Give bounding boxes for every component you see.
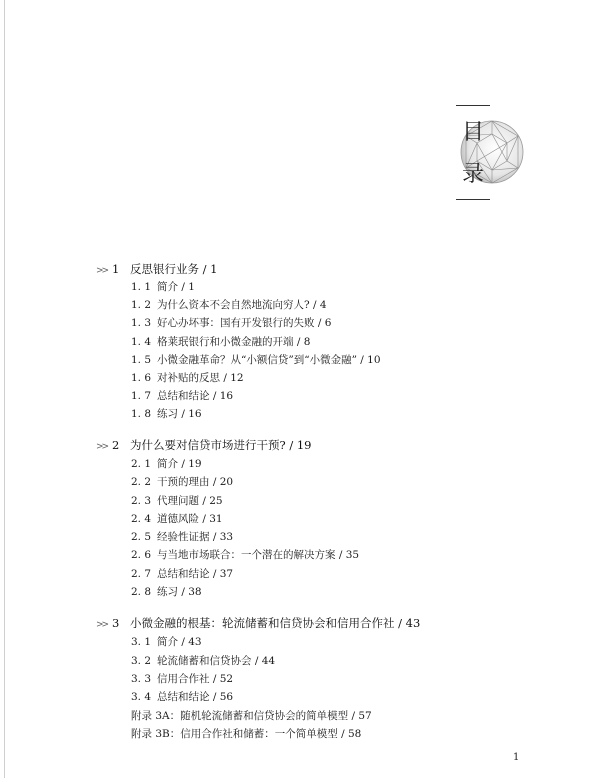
toc-chapter-3[interactable] (96, 616, 420, 632)
section-title: 好心办坏事：国有开发银行的失败 / 6 (157, 317, 332, 329)
toc-section[interactable] (131, 298, 327, 312)
section-number: 3. 4 (131, 691, 152, 703)
toc-title-char-2: 录 (461, 162, 484, 187)
toc-section[interactable] (131, 672, 233, 686)
title-bottom-rule (456, 199, 490, 200)
toc-section[interactable] (131, 690, 233, 704)
title-top-rule (456, 105, 490, 106)
chapter-number: 2 (112, 438, 120, 452)
toc-section[interactable] (131, 530, 233, 544)
section-number: 1. 3 (131, 317, 152, 329)
section-title: 练习 / 16 (157, 408, 202, 420)
section-number: 2. 6 (131, 549, 152, 561)
section-number: 3. 3 (131, 673, 152, 685)
chevron-double-right-icon: >> (96, 620, 108, 630)
section-title: 轮流储蓄和信贷协会 / 44 (157, 655, 276, 667)
toc-section[interactable] (131, 475, 233, 489)
toc-section[interactable] (131, 280, 195, 294)
section-title: 总结和结论 / 16 (157, 390, 234, 402)
section-title: 为什么资本不会自然地流向穷人? / 4 (157, 299, 327, 311)
section-number: 2. 8 (131, 586, 152, 598)
toc-section[interactable] (131, 371, 244, 385)
toc-section[interactable] (131, 389, 233, 403)
section-number: 2. 4 (131, 513, 152, 525)
page-edge-rule (4, 0, 5, 778)
toc-appendix[interactable]: 附录 3A：随机轮流储蓄和信贷协会的简单模型 / 57 (131, 710, 372, 722)
chapter-number: 3 (112, 616, 120, 630)
section-title: 道德风险 / 31 (157, 513, 223, 525)
section-title: 代理问题 / 25 (157, 495, 223, 507)
toc-section[interactable] (131, 335, 310, 349)
section-title: 简介 / 1 (157, 281, 195, 293)
chapter-title: 小微金融的根基：轮流储蓄和信贷协会和信用合作社 / 43 (130, 616, 421, 630)
section-title: 练习 / 38 (157, 586, 202, 598)
toc-section[interactable] (131, 512, 223, 526)
section-title: 小微金融革命？从“小额信贷”到“小微金融” / 10 (157, 354, 381, 366)
page-number: 1 (513, 752, 520, 763)
section-number: 2. 3 (131, 495, 152, 507)
section-title: 对补贴的反思 / 12 (157, 372, 244, 384)
section-title: 格莱珉银行和小微金融的开端 / 8 (157, 336, 311, 348)
toc-title-block (452, 100, 524, 204)
toc-section[interactable] (131, 316, 331, 330)
section-number: 2. 7 (131, 568, 152, 580)
toc-section[interactable] (131, 567, 233, 581)
section-number: 1. 6 (131, 372, 152, 384)
section-number: 1. 4 (131, 336, 152, 348)
section-number: 1. 2 (131, 299, 152, 311)
section-title: 干预的理由 / 20 (157, 476, 234, 488)
section-number: 1. 8 (131, 408, 152, 420)
section-title: 简介 / 19 (157, 458, 202, 470)
section-number: 3. 2 (131, 655, 152, 667)
toc-section[interactable] (131, 635, 202, 649)
toc-chapter-2[interactable] (96, 438, 311, 454)
chapter-title: 为什么要对信贷市场进行干预? / 19 (130, 438, 312, 452)
section-number: 2. 2 (131, 476, 152, 488)
section-number: 3. 1 (131, 636, 152, 648)
section-number: 1. 5 (131, 354, 152, 366)
toc-section[interactable] (131, 353, 381, 367)
section-number: 2. 5 (131, 531, 152, 543)
section-number: 1. 1 (131, 281, 152, 293)
toc-appendix[interactable]: 附录 3B：信用合作社和储蓄：一个简单模型 / 58 (131, 728, 362, 740)
section-title: 与当地市场联合：一个潜在的解决方案 / 35 (157, 549, 360, 561)
section-title: 总结和结论 / 37 (157, 568, 234, 580)
section-number: 2. 1 (131, 458, 152, 470)
section-title: 简介 / 43 (157, 636, 202, 648)
chevron-double-right-icon: >> (96, 266, 108, 276)
toc-title-char-1: 目 (461, 120, 484, 145)
toc-section[interactable] (131, 457, 202, 471)
toc-section[interactable] (131, 407, 202, 421)
section-number: 1. 7 (131, 390, 152, 402)
section-title: 信用合作社 / 52 (157, 673, 234, 685)
toc-section[interactable] (131, 494, 223, 508)
toc-section[interactable] (131, 654, 275, 668)
toc-section[interactable] (131, 548, 359, 562)
section-title: 总结和结论 / 56 (157, 691, 234, 703)
toc-chapter-1[interactable] (96, 262, 218, 278)
chapter-number: 1 (112, 262, 120, 276)
chevron-double-right-icon: >> (96, 442, 108, 452)
section-title: 经验性证据 / 33 (157, 531, 234, 543)
chapter-title: 反思银行业务 / 1 (130, 262, 218, 276)
toc-section[interactable] (131, 585, 202, 599)
